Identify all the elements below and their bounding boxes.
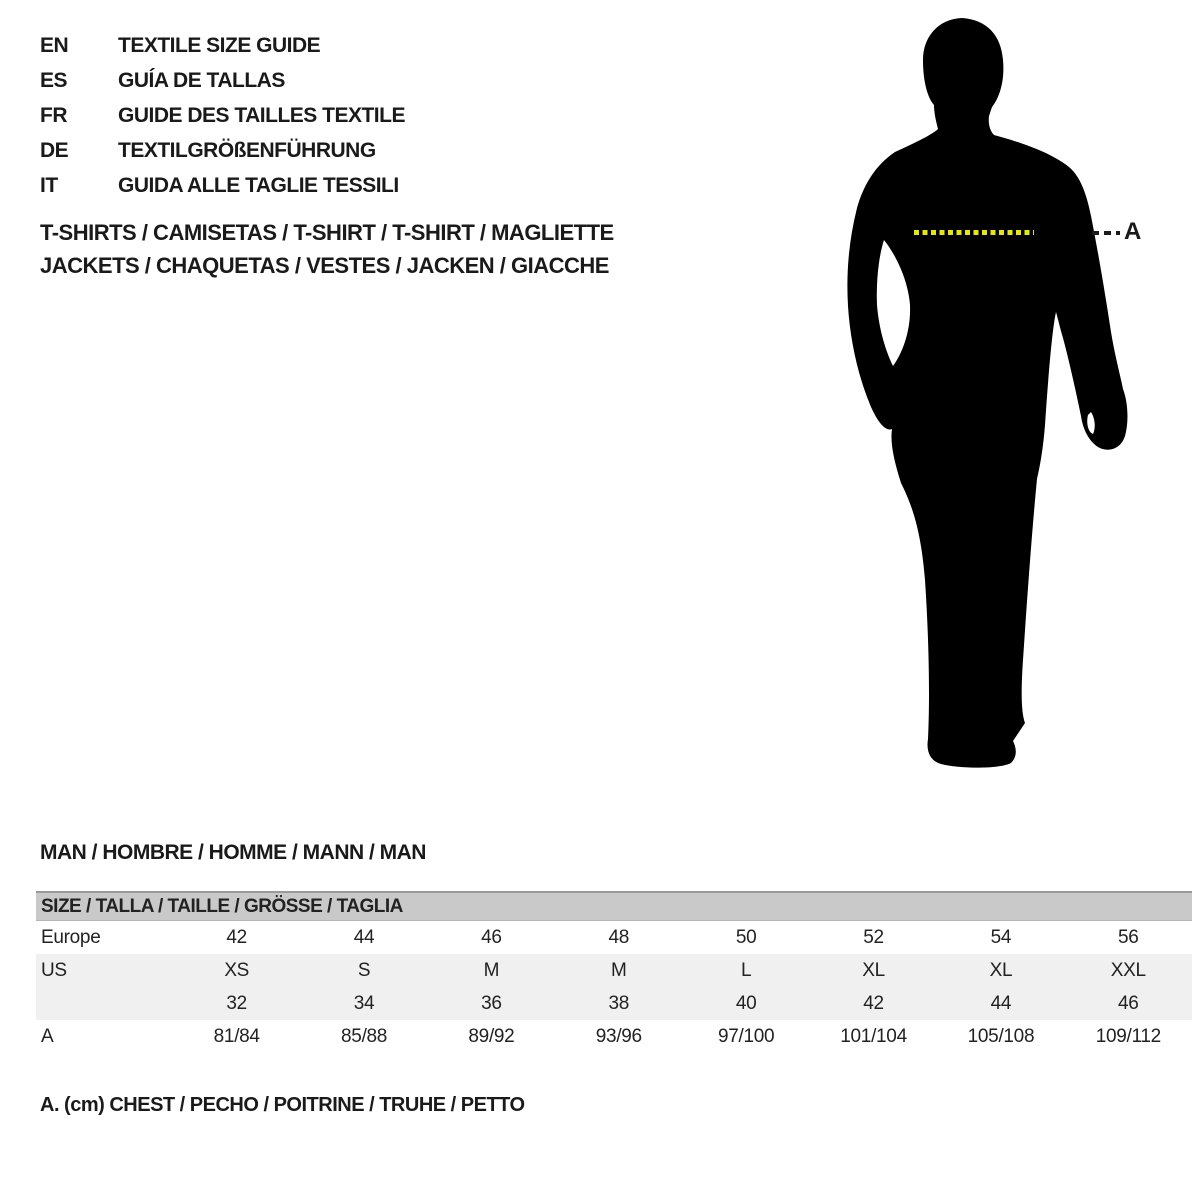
man-silhouette-body [847,18,1127,768]
table-cell: 93/96 [595,1026,642,1047]
table-cell: 42 [226,927,247,948]
product-types [40,216,614,282]
table-cell: 97/100 [718,1026,775,1047]
language-title: TEXTILE SIZE GUIDE [118,34,321,57]
language-row-de [40,133,405,168]
table-cell: 48 [608,927,630,948]
size-table-header: SIZE / TALLA / TAILLE / GRÖSSE / TAGLIA [36,891,1192,921]
table-cell: 89/92 [468,1026,515,1047]
language-row-es [40,63,405,98]
table-cell: 54 [990,927,1012,948]
table-cell: 101/104 [840,1026,907,1047]
table-cell: 85/88 [341,1026,388,1047]
table-cell: L [741,960,752,981]
table-cell: M [611,960,627,981]
table-cell: 50 [735,927,757,948]
row-label: Europe [41,927,101,948]
table-cell: 109/112 [1095,1026,1161,1047]
size-table [36,891,1192,1053]
language-code: EN [40,34,69,57]
table-cell: 46 [481,927,502,948]
measurement-footnote: A. (cm) CHEST / PECHO / POITRINE / TRUHE / PETTO [40,1094,525,1116]
table-cell: 36 [481,993,502,1014]
language-title: GUIDA ALLE TAGLIE TESSILI [118,174,399,197]
table-cell: 52 [863,927,884,948]
row-label: US [41,960,67,981]
language-code: DE [40,139,69,162]
table-row-europe [36,921,1192,954]
language-row-en [40,28,405,63]
table-cell: 34 [353,993,375,1014]
row-label: A [41,1026,54,1047]
table-cell: 42 [863,993,884,1014]
table-cell: 32 [226,993,247,1014]
table-cell: 44 [353,927,375,948]
language-row-it [40,168,405,203]
table-cell: 40 [735,993,757,1014]
language-title: GUÍA DE TALLAS [118,69,285,92]
product-line-jackets: JACKETS / CHAQUETAS / VESTES / JACKEN / GIACCHE [40,253,609,278]
table-row-chest-a [36,1020,1192,1053]
language-title: TEXTILGRÖßENFÜHRUNG [118,139,376,162]
language-title: GUIDE DES TAILLES TEXTILE [118,104,405,127]
table-cell: XL [989,960,1013,981]
table-cell: XXL [1110,960,1146,981]
table-cell: XL [862,960,885,981]
section-title-man: MAN / HOMBRE / HOMME / MANN / MAN [40,841,426,864]
table-cell: 81/84 [213,1026,260,1047]
measure-label-a: A [1124,218,1142,245]
table-cell: 46 [1118,993,1139,1014]
table-cell: 56 [1118,927,1139,948]
language-code: IT [40,174,58,197]
table-cell: 38 [608,993,630,1014]
man-silhouette-image [845,10,1135,775]
product-line-tshirts: T-SHIRTS / CAMISETAS / T-SHIRT / T-SHIRT / MAGLIETTE [40,220,614,245]
language-code: ES [40,69,68,92]
table-cell: S [357,960,371,981]
language-row-fr [40,98,405,133]
language-list [40,28,405,203]
row-label [36,987,173,1020]
measure-leader-dashes [1092,231,1120,235]
table-cell: XS [224,960,250,981]
table-row-us [36,954,1192,987]
table-row-numeric [36,987,1192,1020]
table-cell: M [483,960,500,981]
table-cell: 105/108 [967,1026,1035,1047]
table-cell: 44 [990,993,1012,1014]
chest-measure-dotted-line [914,230,1034,235]
language-code: FR [40,104,67,127]
